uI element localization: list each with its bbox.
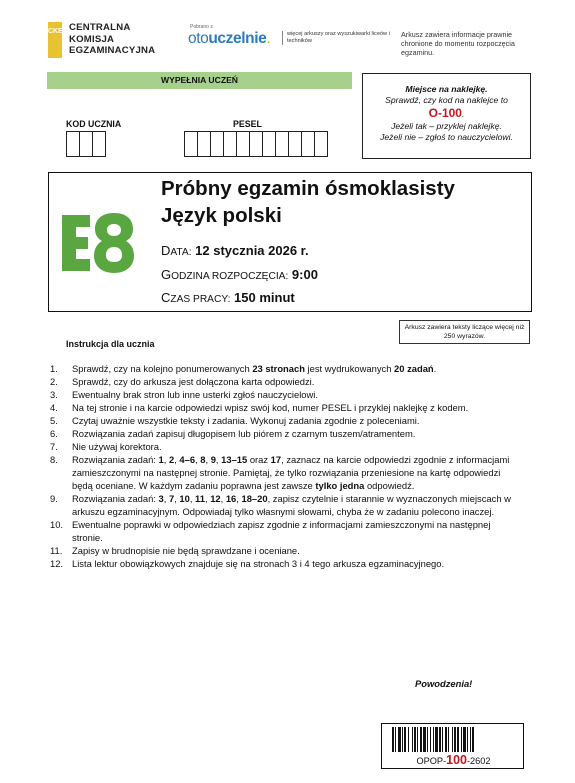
instruction-item: [50, 544, 520, 557]
exam-time-label-rest: ODZINA ROZPOCZĘCIA:: [171, 271, 289, 282]
instruction-text: 13–15: [221, 454, 248, 465]
barcode-bar: [467, 727, 468, 752]
pesel-box[interactable]: [236, 131, 250, 157]
instruction-text: Ewentualny brak stron lub inne usterki zgłoś nauczycielowi.: [72, 389, 318, 400]
instruction-text: ,: [215, 454, 222, 465]
instruction-text: 1: [158, 454, 164, 465]
instruction-number: 9.: [50, 493, 58, 504]
pesel-box[interactable]: [262, 131, 276, 157]
barcode-bar: [435, 727, 438, 752]
instruction-item: [50, 557, 520, 570]
instruction-text: Lista lektur obowiązkowych znajduje się na stronach 3 i 4 tego arkusza egzaminacyjnego.: [72, 558, 445, 569]
instruction-text: Sprawdź, czy na kolejno ponumerowanych: [72, 363, 253, 374]
sticker-area: [362, 73, 531, 159]
cke-logo: [48, 22, 155, 58]
instruction-text: 16: [225, 493, 237, 504]
instruction-text: Nie używaj korektora.: [72, 441, 162, 452]
pesel-box[interactable]: [275, 131, 289, 157]
instruction-text: ,: [189, 493, 196, 504]
instruction-number: 1.: [50, 363, 58, 374]
exam-time-value: 9:00: [291, 267, 318, 282]
oto-description: więcej arkuszy oraz wyszukiwarki liceów i techników: [282, 31, 392, 45]
pesel-box[interactable]: [210, 131, 224, 157]
instruction-number: 7.: [50, 441, 58, 452]
copyright-note: Arkusz zawiera informacje prawnie chronione do momentu rozpoczęcia egzaminu.: [401, 30, 515, 58]
instruction-text: 2: [168, 454, 175, 465]
barcode-bar: [423, 727, 426, 752]
barcode-prefix: OPOP-: [416, 756, 447, 766]
pesel-boxes[interactable]: [184, 131, 327, 157]
barcode-bar: [404, 727, 406, 752]
barcode-bar: [445, 727, 447, 752]
instruction-item: [50, 401, 520, 414]
exam-duration: [161, 290, 295, 305]
instruction-item: [50, 427, 520, 440]
barcode-bar: [454, 727, 456, 752]
oto-brand-dot: .: [266, 30, 271, 47]
sticker-code-suffix: .: [461, 109, 465, 119]
instruction-text: Zapisy w brudnopisie nie będą sprawdzane i oceniane.: [72, 545, 300, 556]
pesel-box[interactable]: [184, 131, 198, 157]
instruction-item: [50, 518, 520, 544]
instruction-text: tylko jedna: [315, 480, 365, 491]
instruction-item: [50, 362, 520, 375]
texts-length-note: Arkusz zawiera teksty liczące więcej niż 250 wyrazów.: [399, 320, 530, 344]
barcode-bar: [414, 727, 416, 752]
instruction-text: Rozwiązania zadań:: [72, 454, 159, 465]
instruction-number: 10.: [50, 519, 64, 530]
instruction-text: 17: [270, 454, 282, 465]
barcode-bar: [430, 727, 431, 752]
barcode-bar: [398, 727, 401, 752]
instruction-text: ,: [236, 493, 242, 504]
instruction-text: 4–6: [179, 454, 196, 465]
instruction-text: 9: [210, 454, 216, 465]
instruction-number: 8.: [50, 454, 58, 465]
exam-date-label-cap: D: [161, 243, 171, 258]
instruction-text: 20 zadań: [394, 363, 434, 374]
pesel-box[interactable]: [301, 131, 315, 157]
exam-duration-value: 150 minut: [234, 290, 295, 305]
sticker-code-line: [363, 106, 530, 121]
instruction-text: Na tej stronie i na karcie odpowiedzi wpisz swój kod, numer PESEL i przyklej naklejkę z kodem.: [72, 402, 469, 413]
instruction-text: 7: [168, 493, 175, 504]
sticker-code: O-100: [428, 106, 462, 120]
barcode-icon: [392, 727, 515, 752]
instruction-text: oraz: [247, 454, 271, 465]
exam-title-box: [48, 172, 532, 312]
oto-brand: [188, 30, 270, 48]
kod-ucznia-box[interactable]: [66, 131, 80, 157]
barcode-text: [382, 753, 525, 767]
oto-source-label: Pobrano z: [190, 24, 213, 30]
cke-mark-icon: [48, 22, 62, 58]
e8-logo-icon: [62, 211, 138, 280]
instruction-number: 3.: [50, 389, 58, 400]
instruction-item: [50, 440, 520, 453]
exam-duration-label-cap: C: [161, 290, 171, 305]
instruction-text: 23 stronach: [252, 363, 305, 374]
barcode-bar: [392, 727, 394, 752]
instruction-number: 4.: [50, 402, 58, 413]
instruction-text: jest wydrukowanych: [304, 363, 395, 374]
instruction-text: , zaznacz na karcie odpowiedzi zgodnie z informacjami zamieszczonymi na następnej stronie. Pamiętaj, że tylko rozwiązania przeniesione na kartę odpowiedzi będą oceniane. W każdym zadaniu poprawna jest zawsze: [72, 454, 510, 491]
instruction-text: Czytaj uważnie wszystkie teksty i zadania. Wykonuj zadania zgodnie z poleceniami.: [72, 415, 420, 426]
barcode-bar: [439, 727, 441, 752]
instruction-item: [50, 388, 520, 401]
barcode-bar: [452, 727, 453, 752]
instruction-text: ,: [220, 493, 226, 504]
instruction-text: 10: [179, 493, 190, 504]
exam-start-time: [161, 267, 318, 282]
instruction-number: 12.: [50, 558, 64, 569]
instruction-item: [50, 375, 520, 388]
kod-ucznia-label: KOD UCZNIA: [66, 119, 122, 129]
barcode-bar: [442, 727, 443, 752]
barcode-bar: [412, 727, 413, 752]
exam-date-label-rest: ATA:: [170, 247, 192, 258]
barcode-suffix: -2602: [466, 756, 491, 766]
barcode-bar: [395, 727, 396, 752]
barcode-bar: [448, 727, 449, 752]
barcode-bar: [472, 727, 474, 752]
instruction-text: ,: [205, 454, 211, 465]
instruction-text: 12: [210, 493, 221, 504]
sticker-line: Jeżeli nie – zgłoś to nauczycielowi.: [380, 132, 513, 142]
barcode-bar: [457, 727, 459, 752]
cke-line: EGZAMINACYJNA: [69, 45, 156, 56]
cke-line: KOMISJA: [69, 33, 115, 45]
instruction-text: ,: [204, 493, 211, 504]
cke-mark-text: CKE: [48, 28, 63, 35]
closing-wish: Powodzenia!: [415, 678, 473, 689]
exam-subject: Język polski: [161, 204, 282, 227]
instruction-text: ,: [195, 454, 201, 465]
kod-ucznia-box[interactable]: [92, 131, 106, 157]
instruction-text: .: [433, 363, 437, 374]
barcode-bar: [408, 727, 409, 752]
instruction-text: ,: [163, 493, 169, 504]
exam-date-value: 12 stycznia 2026 r.: [195, 243, 309, 258]
instruction-text: 3: [158, 493, 164, 504]
instructions-list: [50, 362, 520, 570]
barcode-bar: [470, 727, 471, 752]
instruction-number: 11.: [50, 545, 63, 556]
kod-ucznia-box[interactable]: [79, 131, 93, 157]
instruction-text: Ewentualne poprawki w odpowiedziach zapisz zgodnie z informacjami zamieszczonymi na następnej stronie.: [72, 519, 491, 543]
pesel-label: PESEL: [233, 119, 262, 129]
otouczelnie-logo: [188, 24, 270, 48]
sticker-line: Sprawdź, czy kod na naklejce to: [385, 95, 508, 105]
instruction-text: Rozwiązania zadań zapisuj długopisem lub piórem z czarnym tuszem/atramentem.: [72, 428, 416, 439]
pesel-box[interactable]: [288, 131, 302, 157]
kod-ucznia-boxes[interactable]: [66, 131, 105, 157]
instruction-text: 8: [200, 454, 206, 465]
instruction-text: 18–20: [241, 493, 268, 504]
instruction-text: ,: [174, 493, 180, 504]
instructions-title: Instrukcja dla ucznia: [66, 339, 155, 349]
instruction-text: Sprawdź, czy do arkusza jest dołączona karta odpowiedzi.: [72, 376, 315, 387]
instruction-text: ,: [174, 454, 180, 465]
barcode-bar: [463, 727, 466, 752]
sticker-line: Miejsce na naklejkę.: [405, 84, 488, 94]
exam-date: [161, 243, 309, 258]
instruction-text: Rozwiązania zadań:: [72, 493, 159, 504]
barcode-bar: [420, 727, 422, 752]
instruction-number: 2.: [50, 376, 58, 387]
instruction-item: [50, 414, 520, 427]
pesel-box[interactable]: [197, 131, 211, 157]
cke-line: CENTRALNA: [69, 22, 131, 33]
oto-brand-b: uczelnie: [208, 30, 267, 47]
instruction-text: , zapisz czytelnie i starannie w wyznaczonych miejscach w arkuszu egzaminacyjnym. Odpowiadaj tylko własnymi słowami, chyba że w zadaniu polecono inaczej.: [72, 493, 511, 517]
barcode-bar: [461, 727, 462, 752]
pesel-box[interactable]: [249, 131, 263, 157]
barcode-bar: [417, 727, 418, 752]
oto-brand-a: oto: [188, 30, 209, 47]
instruction-text: odpowiedź.: [364, 480, 415, 491]
barcode-box: [381, 723, 524, 769]
exam-duration-label-rest: ZAS PRACY:: [170, 294, 231, 305]
instruction-item: [50, 492, 520, 518]
sticker-line: Jeżeli tak – przyklej naklejkę.: [391, 121, 502, 131]
exam-time-label-cap: G: [161, 267, 172, 282]
pesel-box[interactable]: [314, 131, 328, 157]
student-fill-banner: WYPEŁNIA UCZEŃ: [47, 72, 352, 89]
cke-name: [69, 22, 155, 57]
instruction-text: ,: [163, 454, 169, 465]
instruction-item: [50, 453, 520, 492]
instruction-text: 11: [195, 493, 205, 504]
instruction-number: 5.: [50, 415, 58, 426]
exam-title: Próbny egzamin ósmoklasisty: [161, 177, 455, 200]
barcode-bar: [427, 727, 428, 752]
barcode-bar: [402, 727, 403, 752]
instruction-number: 6.: [50, 428, 58, 439]
barcode-bar: [433, 727, 434, 752]
barcode-code: 100: [446, 753, 467, 767]
pesel-box[interactable]: [223, 131, 237, 157]
